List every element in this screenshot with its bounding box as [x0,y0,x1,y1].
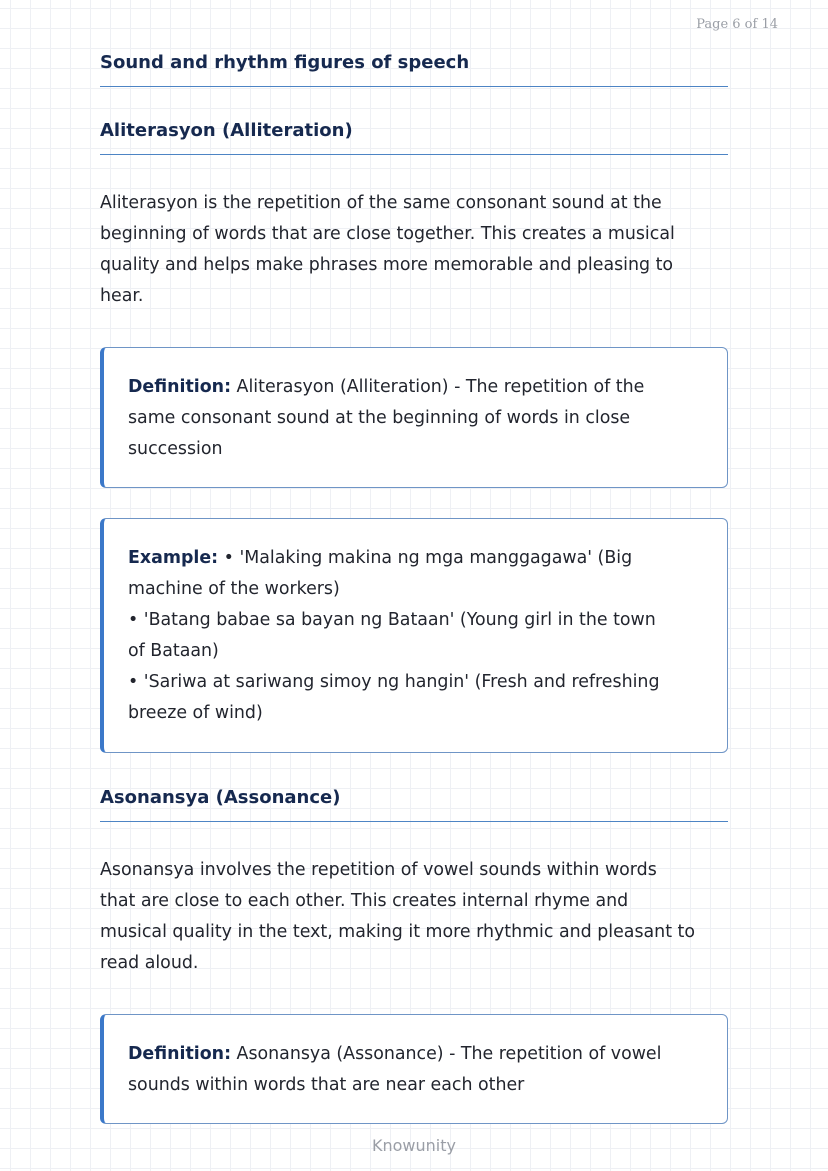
alliteration-example-box [100,518,728,753]
alliteration-heading: Aliterasyon (Alliteration) [100,120,728,155]
definition-text: Aliterasyon (Alliteration) - The repetition of the same consonant sound at the beginning of words in close succession [128,377,645,459]
assonance-paragraph: Asonansya involves the repetition of vowel sounds within words that are close to each other. This creates internal rhyme and musical quality in the text, making it more rhythmic and pleasant to read aloud. [100,860,696,973]
definition-label: Definition: [128,377,232,397]
page-number: Page 6 of 14 [696,17,778,32]
assonance-heading: Asonansya (Assonance) [100,787,728,822]
example-text: • 'Malaking makina ng mga manggagawa' (Big machine of the workers) • 'Batang babae sa bayan ng Bataan' (Young girl in the town of Bataan) • 'Sariwa at sariwang simoy ng hangin' (Fresh and refreshing breeze of wind) [128,548,660,723]
alliteration-definition-box [100,347,728,488]
footer-brand: Knowunity [372,1136,456,1155]
example-label: Example: [128,548,219,568]
assonance-definition-box [100,1014,728,1124]
definition-label: Definition: [128,1044,232,1064]
document-content [100,52,728,1154]
section-title: Sound and rhythm figures of speech [100,52,728,87]
definition-text: Asonansya (Assonance) - The repetition of vowel sounds within words that are near each other [128,1044,662,1095]
alliteration-paragraph: Aliterasyon is the repetition of the same consonant sound at the beginning of words that are close together. This creates a musical quality and helps make phrases more memorable and pleasing to hear. [100,193,675,306]
